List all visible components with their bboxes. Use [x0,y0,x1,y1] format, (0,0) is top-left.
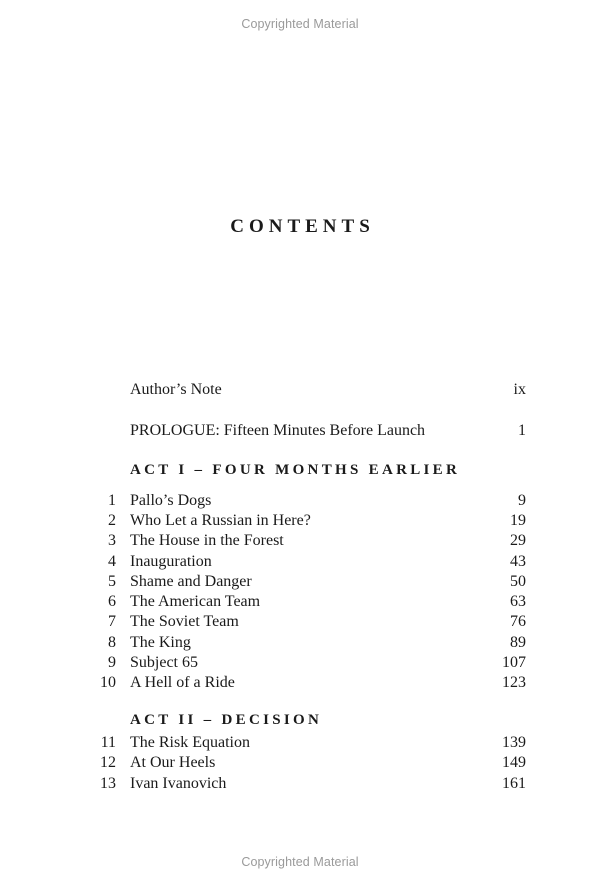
part-heading-act-2: ACT II – DECISION [130,712,323,728]
chapter-title: At Our Heels [130,754,216,771]
chapter-number: 1 [108,492,116,509]
toc-chapter-row [96,653,526,673]
toc-chapter-row [96,774,526,794]
copyright-watermark-bottom: Copyrighted Material [241,855,359,869]
chapter-page: 43 [510,553,526,570]
toc-chapter-row [96,633,526,653]
chapter-page: 107 [502,654,526,671]
toc-chapter-row [96,612,526,632]
toc-chapter-row [96,592,526,612]
chapter-page: 50 [510,573,526,590]
chapter-number: 6 [108,593,116,610]
chapter-title: Inauguration [130,553,212,570]
toc-chapter-row [96,552,526,572]
chapter-page: 139 [502,734,526,751]
part-heading-act-1: ACT I – FOUR MONTHS EARLIER [130,462,461,478]
toc-chapter-row [96,491,526,511]
chapter-page: 9 [518,492,526,509]
toc-chapter-row [96,673,526,693]
chapter-number: 3 [108,532,116,549]
chapter-title: A Hell of a Ride [130,674,235,691]
chapter-title: The House in the Forest [130,532,284,549]
chapter-number: 11 [100,734,116,751]
chapter-page: 149 [502,754,526,771]
chapter-title: Subject 65 [130,654,198,671]
toc-entry-page: ix [513,381,526,398]
toc-chapter-row [96,753,526,773]
page-title: CONTENTS [230,216,375,237]
chapter-number: 13 [100,775,116,792]
chapter-title: Ivan Ivanovich [130,775,227,792]
chapter-title: The Soviet Team [130,613,239,630]
chapter-page: 29 [510,532,526,549]
chapter-number: 9 [108,654,116,671]
toc-entry-authors-note [96,380,526,400]
toc-entry-page: 1 [518,422,526,439]
chapter-page: 161 [502,775,526,792]
chapter-number: 2 [108,512,116,529]
chapter-number: 4 [108,553,116,570]
toc-chapter-row [96,572,526,592]
chapter-title: The Risk Equation [130,734,250,751]
chapter-page: 123 [502,674,526,691]
copyright-watermark-top: Copyrighted Material [241,17,359,31]
chapter-number: 7 [108,613,116,630]
chapter-page: 19 [510,512,526,529]
chapter-number: 8 [108,634,116,651]
chapter-title: Shame and Danger [130,573,252,590]
toc-entry-label: Author’s Note [130,381,222,398]
chapter-number: 12 [100,754,116,771]
toc-chapter-row [96,511,526,531]
chapter-title: The King [130,634,191,651]
chapter-page: 76 [510,613,526,630]
chapter-title: The American Team [130,593,261,610]
toc-entry-label: PROLOGUE: Fifteen Minutes Before Launch [130,422,426,439]
chapter-page: 63 [510,593,526,610]
chapter-title: Pallo’s Dogs [130,492,212,509]
chapter-page: 89 [510,634,526,651]
chapter-number: 5 [108,573,116,590]
toc-chapter-row [96,531,526,551]
chapter-number: 10 [100,674,116,691]
toc-chapter-row [96,733,526,753]
chapter-title: Who Let a Russian in Here? [130,512,311,529]
toc-entry-prologue [96,421,526,441]
